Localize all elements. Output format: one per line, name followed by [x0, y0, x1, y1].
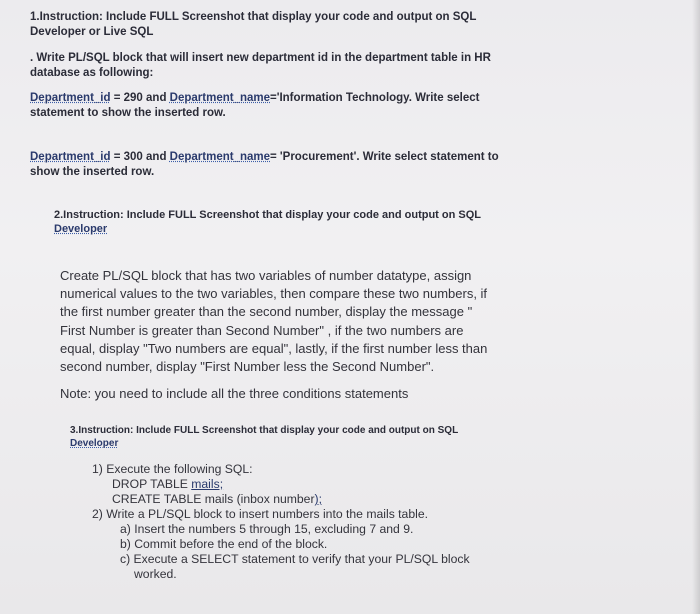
- instruction-2-title: 2.Instruction: Include FULL Screenshot that display your code and output on SQL: [54, 209, 481, 221]
- instruction-1-block: [30, 10, 550, 180]
- list-item-2a: a) Insert the numbers 5 through 15, excluding 7 and 9.: [120, 522, 414, 536]
- list-item-1: 1) Execute the following SQL:: [92, 462, 253, 476]
- dept-290-line: [30, 91, 550, 106]
- question-3-list: [92, 462, 532, 582]
- page-edge-shadow: [692, 0, 700, 614]
- list-item-2c-cont: worked.: [134, 567, 177, 581]
- dept-name-label: Department_name: [169, 92, 271, 104]
- sql-create-prefix: CREATE TABLE mails (inbox number: [112, 492, 315, 506]
- dept-id-label: Department_id: [30, 92, 111, 104]
- dept-300-line-cont: show the inserted row.: [30, 166, 155, 178]
- instruction-3-title-cont: [70, 438, 530, 451]
- dept-300-line: [30, 150, 550, 165]
- question-line: Create PL/SQL block that has two variables of number datatype, assign: [60, 268, 472, 283]
- dept-name-value: = 'Procurement'. Write select statement to: [270, 151, 499, 163]
- question-line: equal, display "Two numbers are equal", lastly, if the first number less than: [60, 340, 488, 356]
- instruction-1-title-cont: Developer or Live SQL: [30, 26, 154, 38]
- question-line: second number, display "First Number less the Second Number".: [60, 359, 435, 375]
- dept-name-value: ='Information Technology. Write select: [270, 92, 480, 104]
- instruction-3-title: 3.Instruction: Include FULL Screenshot that display your code and output on SQL: [70, 425, 459, 436]
- list-item-2c: c) Execute a SELECT statement to verify that your PL/SQL block: [120, 552, 470, 566]
- question-line: the first number greater than the second number, display the message ": [60, 304, 473, 320]
- instruction-2-block: [54, 208, 514, 236]
- list-item-2: 2) Write a PL/SQL block to insert numbers into the mails table.: [92, 507, 428, 521]
- sql-create-line: [92, 492, 532, 507]
- dept-id-label: Department_id: [30, 151, 111, 163]
- dept-name-label: Department_name: [169, 151, 271, 163]
- sql-drop-table-name: mails;: [191, 477, 224, 491]
- dept-id-value: = 300 and: [110, 151, 170, 163]
- task-1-line-cont: database as following:: [30, 67, 154, 79]
- list-item-2b: b) Commit before the end of the block.: [120, 537, 328, 551]
- developer-link-text: Developer: [70, 437, 119, 449]
- sql-drop-prefix: DROP TABLE: [112, 477, 192, 491]
- developer-link-text: Developer: [54, 223, 108, 235]
- instruction-2-title-cont: [54, 222, 514, 236]
- question-2-text: [60, 267, 540, 403]
- sql-create-suffix: );: [314, 492, 322, 506]
- dept-id-value: = 290 and: [110, 92, 170, 104]
- instruction-3-block: [70, 425, 530, 450]
- instruction-1-title: 1.Instruction: Include FULL Screenshot that display your code and output on SQL: [30, 11, 477, 23]
- sql-drop-line: [92, 477, 532, 492]
- question-note: Note: you need to include all the three conditions statements: [60, 386, 409, 402]
- dept-290-line-cont: statement to show the inserted row.: [30, 107, 226, 119]
- task-1-line: . Write PL/SQL block that will insert new department id in the department table in HR: [30, 52, 491, 64]
- question-line: First Number is greater than Second Number" , if the two numbers are: [60, 322, 464, 338]
- question-line: numerical values to the two variables, then compare these two numbers, if: [60, 286, 488, 302]
